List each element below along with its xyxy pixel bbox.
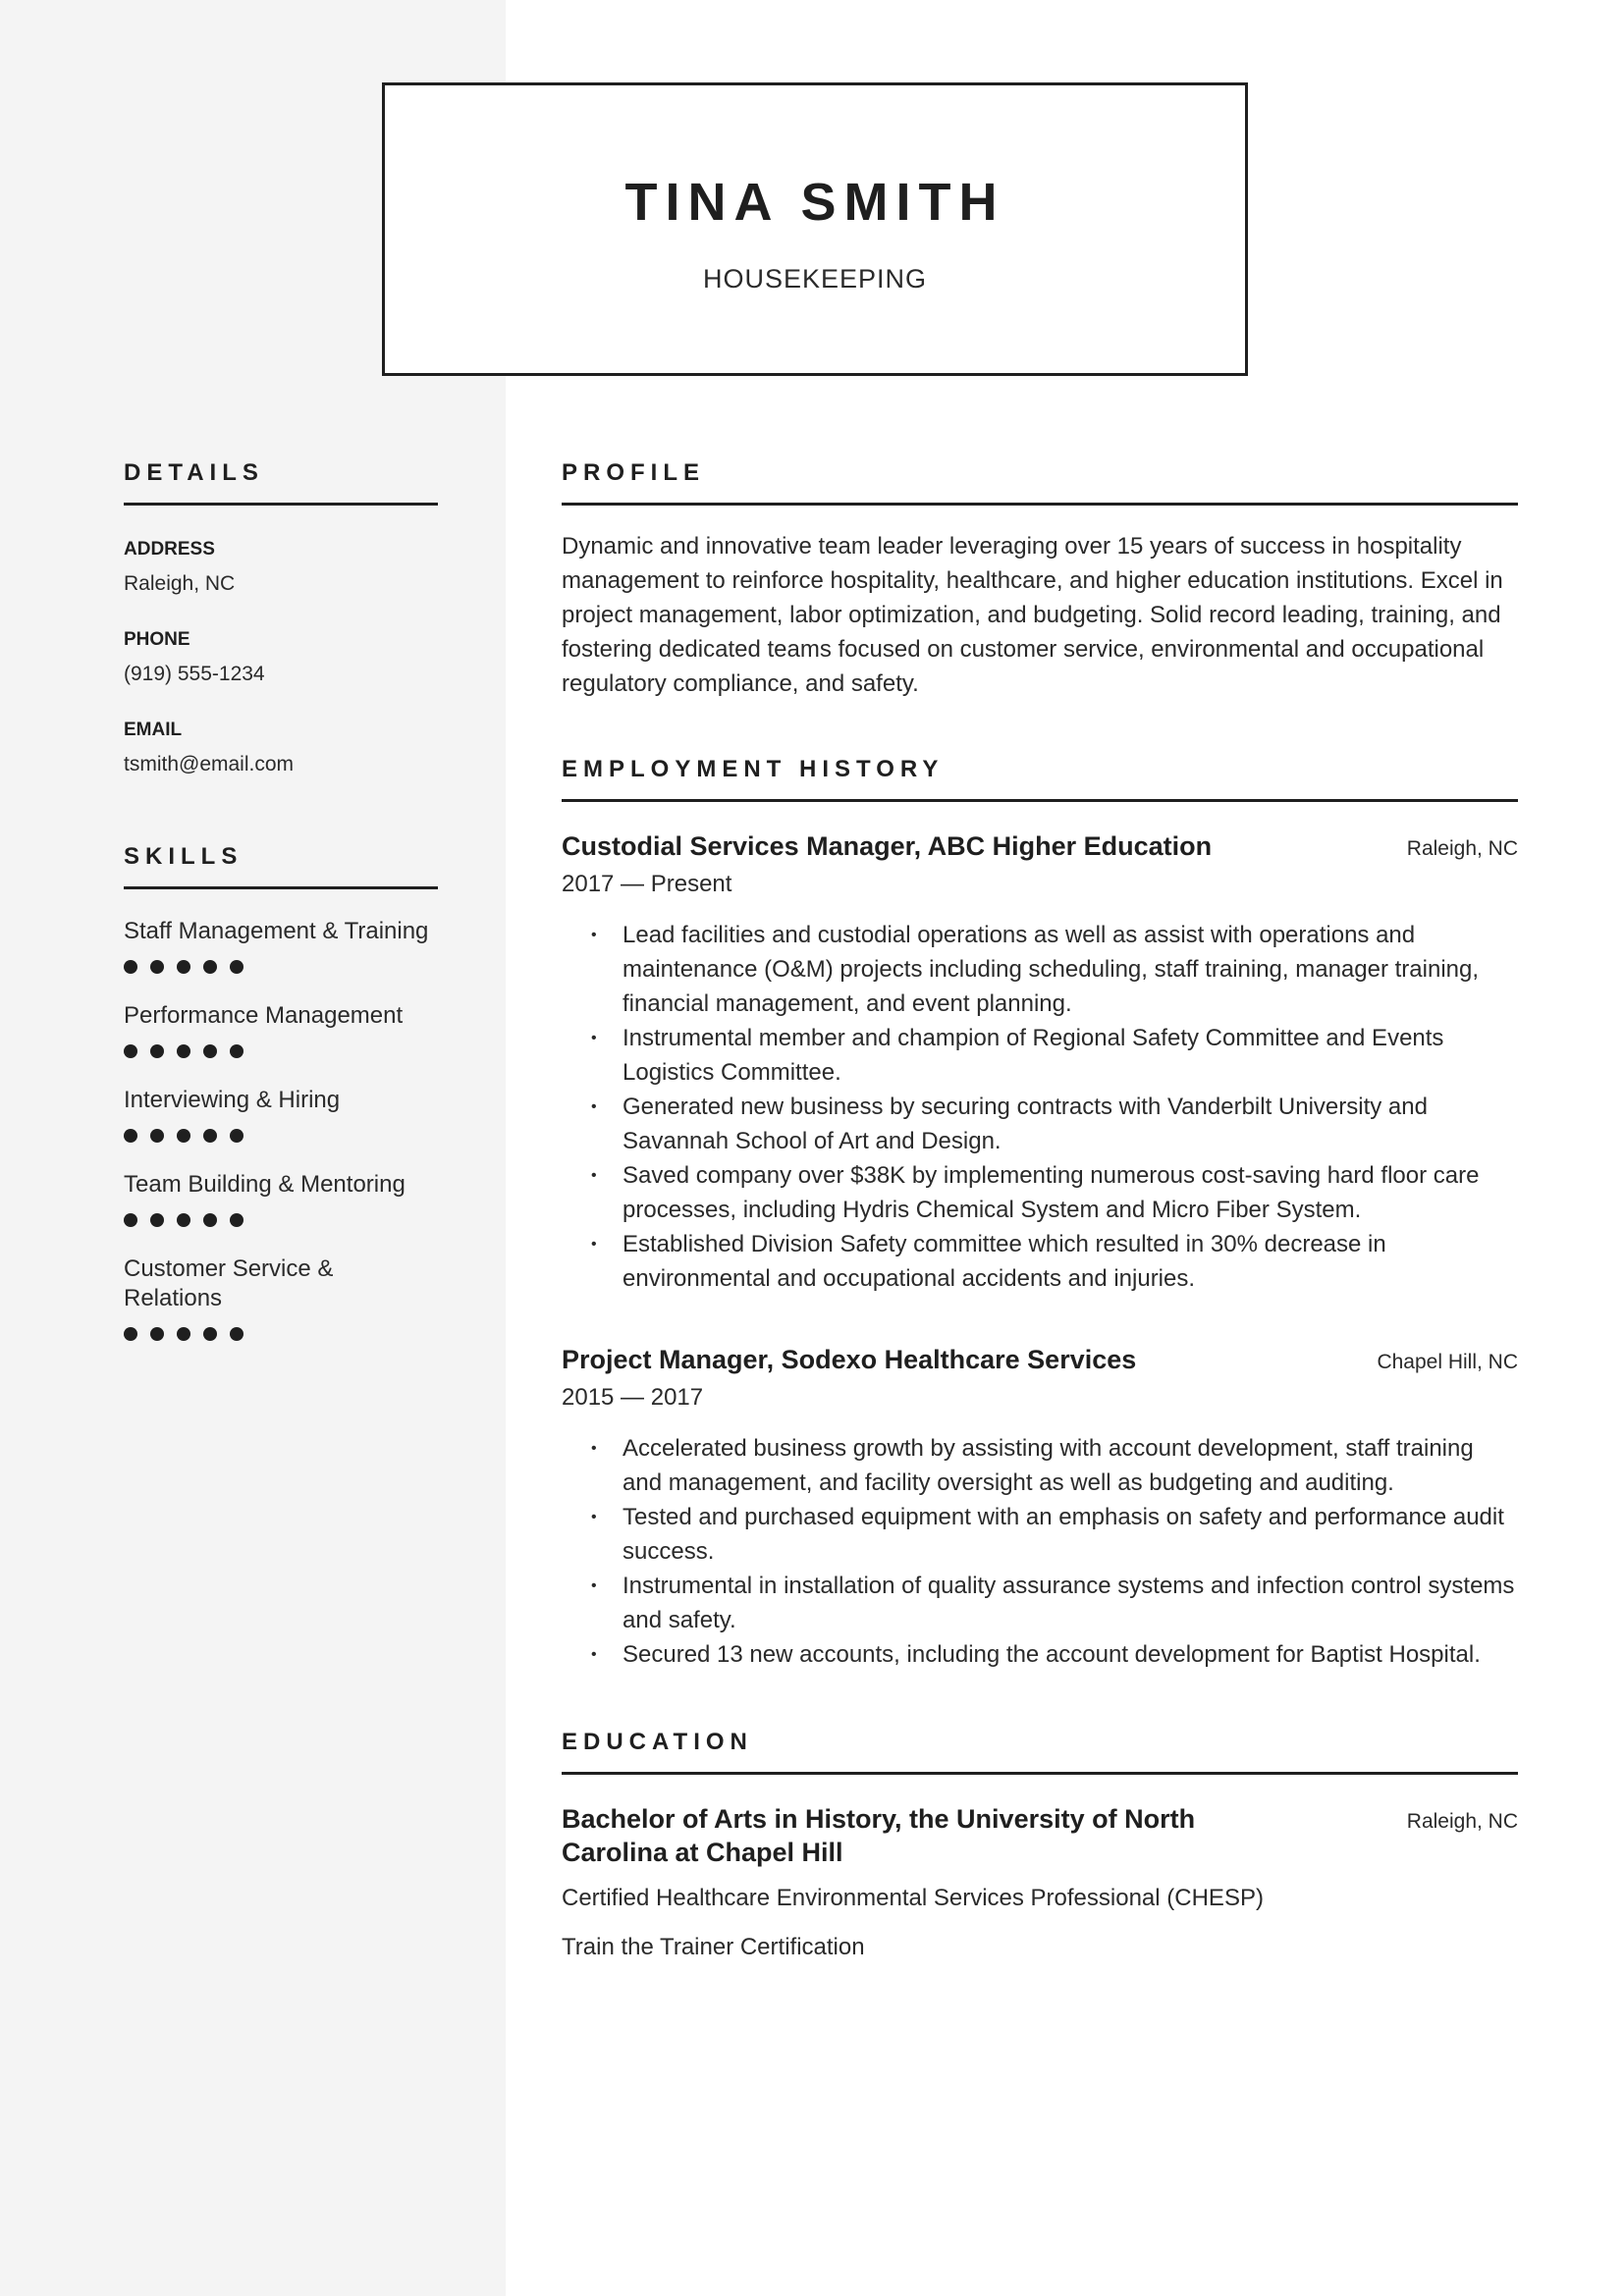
- job-entry: [562, 1343, 1518, 1672]
- education-entry: [562, 1802, 1518, 1961]
- skill-level-dot: [150, 1044, 164, 1058]
- skill-level-dot: [203, 1213, 217, 1227]
- skill-item: [124, 1170, 438, 1227]
- list-item: • Accelerated business growth by assisting with account development, staff training and management, and facility oversight as well as budgeting and auditing.: [562, 1431, 1518, 1500]
- main-column: [562, 459, 1518, 1961]
- education-heading: EDUCATION: [562, 1729, 1518, 1775]
- address-value: Raleigh, NC: [124, 572, 236, 595]
- job-title: Project Manager, Sodexo Healthcare Services: [562, 1345, 1137, 1374]
- skill-level-dot: [124, 1213, 137, 1227]
- skill-level-dot: [230, 1129, 244, 1143]
- certification-line: Certified Healthcare Environmental Services Professional (CHESP): [562, 1885, 1264, 1911]
- job-location: Raleigh, NC: [1406, 837, 1518, 860]
- skill-level-dot: [230, 1327, 244, 1341]
- education-location: Raleigh, NC: [1406, 1810, 1518, 1833]
- skill-level-dot: [150, 1213, 164, 1227]
- skill-level-dot: [177, 1327, 190, 1341]
- skill-level-dot: [177, 1044, 190, 1058]
- job-bullets: [562, 918, 1518, 1296]
- name-header-box: [382, 82, 1248, 376]
- skill-item: [124, 1255, 438, 1341]
- list-item: • Saved company over $38K by implementing numerous cost-saving hard floor care processes, including Hydris Chemical System and Micro Fiber System.: [562, 1158, 1518, 1227]
- skill-level-dot: [230, 1044, 244, 1058]
- skill-item: [124, 1001, 438, 1058]
- skill-level-dots: [124, 1213, 438, 1227]
- job-bullets: [562, 1431, 1518, 1672]
- skill-level-dot: [124, 960, 137, 974]
- email-value[interactable]: tsmith@email.com: [124, 753, 295, 775]
- candidate-name: TINA SMITH: [624, 173, 1005, 232]
- skill-name: Team Building & Mentoring: [124, 1171, 406, 1198]
- skill-level-dot: [177, 960, 190, 974]
- skill-level-dot: [203, 1327, 217, 1341]
- candidate-title: HOUSEKEEPING: [702, 264, 928, 294]
- phone-label: PHONE: [124, 629, 190, 650]
- list-item: • Tested and purchased equipment with an emphasis on safety and performance audit success.: [562, 1500, 1518, 1569]
- job-dates: 2015 — 2017: [562, 1384, 704, 1411]
- skill-level-dot: [203, 960, 217, 974]
- skill-name: Interviewing & Hiring: [124, 1087, 341, 1113]
- certification-line: Train the Trainer Certification: [562, 1934, 865, 1960]
- skill-level-dot: [177, 1213, 190, 1227]
- skill-level-dot: [124, 1129, 137, 1143]
- list-item: • Instrumental member and champion of Regional Safety Committee and Events Logistics Committee.: [562, 1021, 1518, 1090]
- list-item: • Lead facilities and custodial operations as well as assist with operations and maintenance (O&M) projects including scheduling, staff training, manager training, financial management, and event planning.: [562, 918, 1518, 1021]
- skill-level-dots: [124, 1044, 438, 1058]
- phone-value: (919) 555-1234: [124, 663, 265, 685]
- job-dates: 2017 — Present: [562, 871, 732, 897]
- list-item: • Instrumental in installation of quality assurance systems and infection control systems and safety.: [562, 1569, 1518, 1637]
- skills-heading: SKILLS: [124, 843, 438, 889]
- skill-level-dots: [124, 1327, 438, 1341]
- job-location: Chapel Hill, NC: [1377, 1351, 1518, 1373]
- skill-level-dot: [230, 1213, 244, 1227]
- skill-level-dot: [230, 960, 244, 974]
- profile-text: Dynamic and innovative team leader leveraging over 15 years of success in hospitality management to reinforce hospitality, healthcare, and higher education institutions. Excel in project management, labor optimization, and budgeting. Solid record leading, training, and fostering dedicated teams focused on customer service, environmental and occupational regulatory compliance, and safety.: [562, 533, 1503, 697]
- skill-item: [124, 917, 438, 974]
- skill-name: Performance Management: [124, 1002, 404, 1029]
- employment-heading: EMPLOYMENT HISTORY: [562, 756, 1518, 802]
- skill-level-dot: [203, 1044, 217, 1058]
- skill-name: Customer Service & Relations: [124, 1255, 334, 1311]
- list-item: • Secured 13 new accounts, including the account development for Baptist Hospital.: [562, 1637, 1518, 1672]
- list-item: • Established Division Safety committee which resulted in 30% decrease in environmental and occupational accidents and injuries.: [562, 1227, 1518, 1296]
- left-column: [124, 459, 438, 1341]
- skill-level-dot: [177, 1129, 190, 1143]
- skill-level-dot: [150, 1327, 164, 1341]
- address-label: ADDRESS: [124, 539, 215, 560]
- skill-level-dot: [150, 960, 164, 974]
- skill-level-dots: [124, 960, 438, 974]
- skill-level-dots: [124, 1129, 438, 1143]
- skill-level-dot: [150, 1129, 164, 1143]
- skill-level-dot: [124, 1044, 137, 1058]
- skill-name: Staff Management & Training: [124, 918, 429, 944]
- job-title: Custodial Services Manager, ABC Higher Education: [562, 831, 1213, 861]
- profile-heading: PROFILE: [562, 459, 1518, 506]
- degree-title: Bachelor of Arts in History, the University of North Carolina at Chapel Hill: [562, 1804, 1196, 1867]
- list-item: • Generated new business by securing contracts with Vanderbilt University and Savannah School of Art and Design.: [562, 1090, 1518, 1158]
- details-heading: DETAILS: [124, 459, 438, 506]
- job-entry: [562, 829, 1518, 1296]
- skill-level-dot: [203, 1129, 217, 1143]
- skill-level-dot: [124, 1327, 137, 1341]
- email-label: EMAIL: [124, 720, 183, 740]
- skill-item: [124, 1086, 438, 1143]
